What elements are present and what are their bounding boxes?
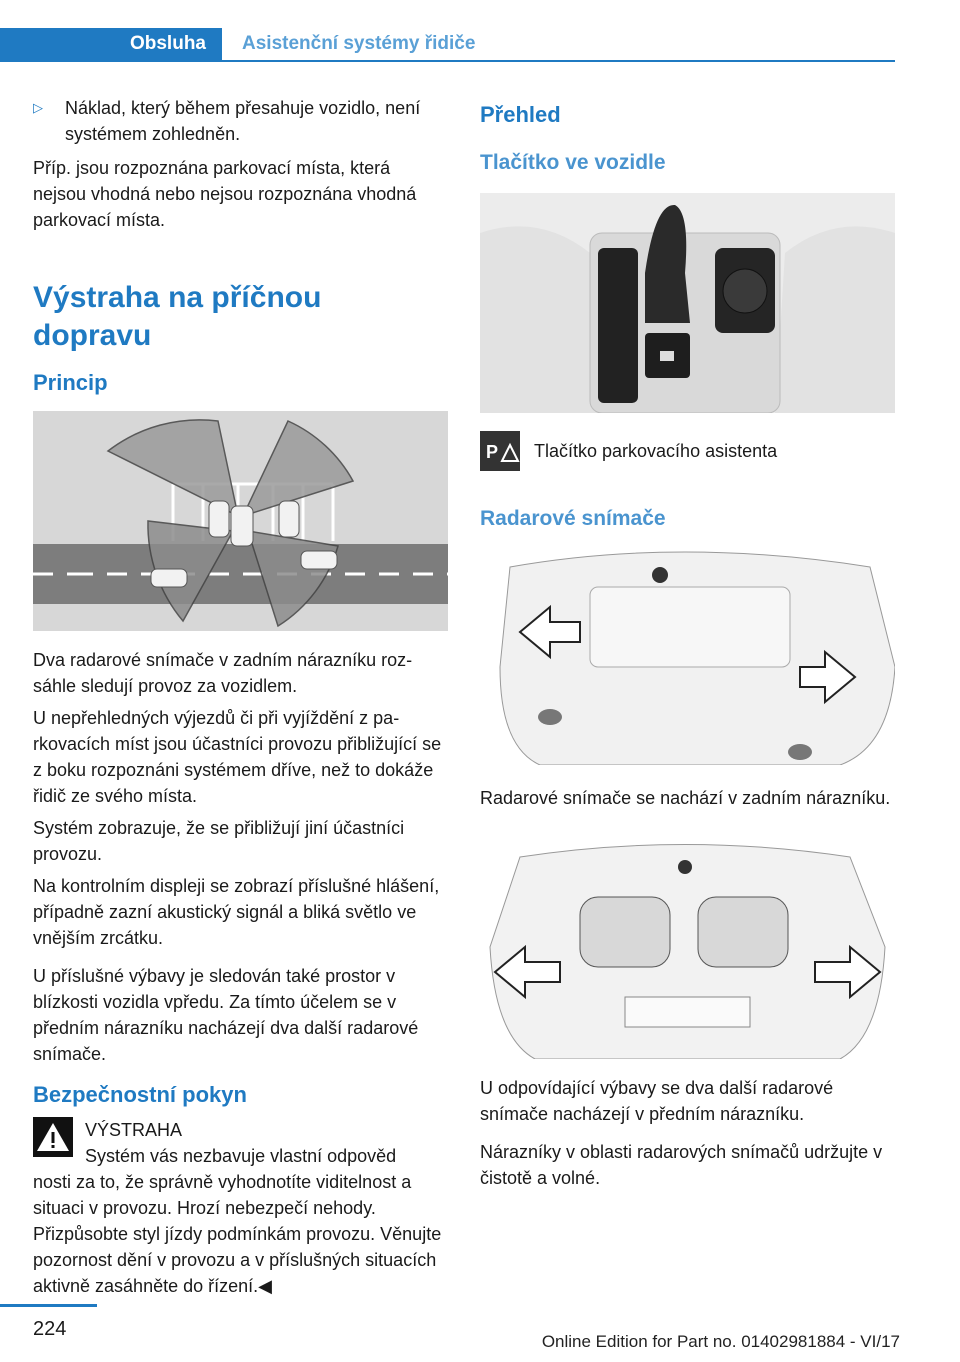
header-divider [0, 60, 895, 62]
rear-bumper-picture [480, 547, 895, 765]
paragraph: Systém zobrazuje, že se přibližují jiní účastníci provozu. [33, 818, 405, 864]
paragraph: U příslušné výbavy je sledován také prostor v blízkosti vozidla vpředu. Za tímto účelem se v předním nárazníku nacházejí dva další radarové snímače. [33, 966, 419, 1064]
button-caption: Tlačítko parkovacího asistenta [534, 441, 778, 461]
warning-text: nosti za to, že správně vyhodnotíte viditelnost a situaci v provozu. Hrozí nebezpečí nehody. Přizpůsobte styl jízdy podmínkám provozu. Věnujte pozornost dění v provozu a v příslušných situacích aktivně zasáhněte do řízení.◀ [33, 1172, 442, 1296]
footer-divider [0, 1304, 97, 1307]
heading-safety: Bezpečnostní pokyn [33, 1082, 247, 1107]
warning-title: VÝSTRAHA [85, 1120, 183, 1140]
heading-sensors: Radarové snímače [480, 507, 666, 530]
heading-button: Tlačítko ve vozidle [480, 151, 666, 174]
svg-text:P: P [486, 442, 499, 462]
parking-assistant-button-icon [480, 431, 520, 471]
paragraph: U nepřehledných výjezdů či při vyjíždění z parkovacích míst jsou účastníci provozu přibližující se z boku rozpoznáni systémem dříve, než to dokáže řidič ze svého místa. [33, 708, 442, 806]
page-number: 224 [33, 1318, 67, 1340]
warning-text-first: Systém vás nezbavuje vlastní odpověd [85, 1146, 397, 1166]
center-console-picture [480, 193, 895, 413]
warning-triangle-icon [33, 1117, 73, 1157]
heading-overview: Přehled [480, 102, 561, 127]
right-column [480, 95, 895, 1191]
bullet-text: Náklad, který během přesahuje vozidlo, není systémem zohledněn. [65, 98, 421, 144]
edition-text: Online Edition for Part no. 01402981884 - VI/17 [541, 1332, 900, 1351]
paragraph: Dva radarové snímače v zadním nárazníku rozsáhle sledují provoz za vozidlem. [33, 650, 413, 696]
header-tabs [0, 28, 895, 62]
paragraph: Na kontrolním displeji se zobrazí příslušné hlášení, případně zazní akustický signál a bliká světlo ve vnějším zrcátku. [33, 876, 440, 948]
tab-obsluha[interactable]: Obsluha [0, 28, 222, 60]
tab-assist-systems[interactable]: Asistenční systémy řidiče [242, 33, 476, 54]
paragraph: Radarové snímače se nachází v zadním nárazníku. [480, 788, 891, 808]
bullet-item [33, 95, 448, 147]
triangle-bullet-icon: ▷ [33, 100, 43, 115]
section-title: Výstraha na příčnou dopravu [33, 281, 322, 352]
left-column [33, 95, 448, 1299]
heading-princip: Princip [33, 370, 108, 395]
paragraph: Příp. jsou rozpoznána parkovací místa, která nejsou vhodná nebo nejsou rozpoznána vhodná parkovací místa. [33, 158, 417, 230]
paragraph: Nárazníky v oblasti radarových snímačů udržujte v čistotě a volné. [480, 1142, 883, 1188]
cross-traffic-diagram [33, 411, 448, 631]
button-caption-row [480, 431, 895, 471]
paragraph: U odpovídající výbavy se dva další radarové snímače nacházejí v předním nárazníku. [480, 1078, 834, 1124]
warning-block [33, 1117, 448, 1169]
front-bumper-picture [480, 837, 895, 1059]
